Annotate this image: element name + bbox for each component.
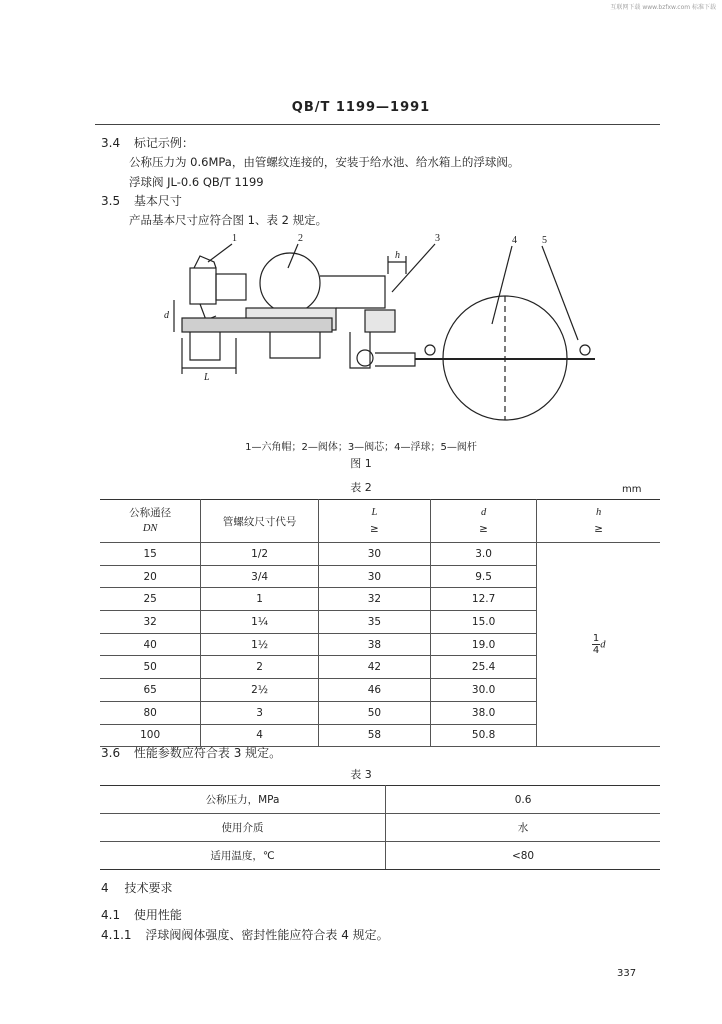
header-L-line1: L bbox=[371, 507, 378, 518]
section-3-5-heading bbox=[101, 194, 182, 208]
cell-d: 30.0 bbox=[430, 679, 536, 702]
header-dn-line2: DN bbox=[142, 523, 158, 534]
dim-L-label: L bbox=[204, 372, 210, 383]
table-row bbox=[100, 786, 660, 814]
section-title: 浮球阀阀体强度、密封性能应符合表 4 规定。 bbox=[145, 928, 389, 942]
cell-d: 15.0 bbox=[430, 611, 536, 634]
section-number: 3.4 bbox=[101, 136, 121, 150]
label-5: 5 bbox=[542, 235, 547, 246]
header-rule bbox=[95, 124, 660, 125]
cell-dn: 32 bbox=[100, 611, 201, 634]
cell-L: 58 bbox=[318, 724, 430, 747]
section-title: 技术要求 bbox=[124, 881, 173, 895]
valve-core bbox=[365, 310, 395, 332]
page-header: QB/T 1199—1991 bbox=[291, 100, 431, 115]
section-4-1-1-heading bbox=[101, 928, 389, 942]
section-3-5-text-1: 产品基本尺寸应符合图 1、表 2 规定。 bbox=[129, 213, 328, 227]
cell-value: <80 bbox=[386, 842, 660, 870]
table-3-title: 表 3 bbox=[350, 768, 372, 781]
body-neck bbox=[216, 274, 246, 300]
section-4-heading bbox=[101, 881, 172, 895]
page-number: 337 bbox=[617, 968, 637, 979]
figure-caption: 图 1 bbox=[350, 457, 372, 470]
label-3: 3 bbox=[435, 233, 440, 244]
h-fraction bbox=[592, 633, 600, 656]
cell-d: 38.0 bbox=[430, 701, 536, 724]
cell-thread: 4 bbox=[201, 724, 319, 747]
lever-rod-start bbox=[375, 353, 415, 366]
table-2-unit: mm bbox=[622, 484, 642, 495]
cell-d: 25.4 bbox=[430, 656, 536, 679]
cell-dn: 80 bbox=[100, 701, 201, 724]
cell-L: 32 bbox=[318, 588, 430, 611]
leader-5 bbox=[542, 246, 578, 340]
label-1: 1 bbox=[232, 233, 237, 244]
cell-L: 42 bbox=[318, 656, 430, 679]
cell-L: 46 bbox=[318, 679, 430, 702]
cell-thread: 2 bbox=[201, 656, 319, 679]
rod-clip-left bbox=[425, 345, 435, 355]
valve-arm bbox=[320, 276, 385, 308]
cell-thread: 1 bbox=[201, 588, 319, 611]
table-row bbox=[100, 842, 660, 870]
inlet-nut bbox=[190, 332, 220, 360]
cell-value: 0.6 bbox=[386, 786, 660, 814]
cell-thread: 1¼ bbox=[201, 611, 319, 634]
section-4-1-heading bbox=[101, 908, 182, 922]
cell-L: 30 bbox=[318, 565, 430, 588]
table-header-row bbox=[100, 500, 660, 543]
table-row bbox=[100, 814, 660, 842]
section-number: 4.1.1 bbox=[101, 928, 132, 942]
header-dn-line1: 公称通径 bbox=[129, 507, 172, 519]
section-number: 3.5 bbox=[101, 194, 121, 208]
header-h-line2: ≥ bbox=[594, 523, 604, 535]
section-3-4-heading bbox=[101, 136, 194, 150]
cell-d: 19.0 bbox=[430, 633, 536, 656]
cell-dn: 15 bbox=[100, 543, 201, 566]
section-title: 性能参数应符合表 3 规定。 bbox=[133, 746, 282, 760]
rod-clip-right bbox=[580, 345, 590, 355]
figure-legend: 1—六角帽；2—阀体；3—阀芯；4—浮球；5—阀杆 bbox=[245, 442, 477, 453]
cell-dn: 20 bbox=[100, 565, 201, 588]
valve-outlet bbox=[270, 330, 320, 358]
h-fraction-num: 1 bbox=[592, 633, 600, 645]
header-d-line1: d bbox=[480, 507, 487, 518]
header-h bbox=[537, 500, 660, 543]
header-d bbox=[430, 500, 536, 543]
h-fraction-var: d bbox=[600, 639, 606, 651]
section-number: 4.1 bbox=[101, 908, 121, 922]
cell-d: 50.8 bbox=[430, 724, 536, 747]
cell-dn: 25 bbox=[100, 588, 201, 611]
cell-value: 水 bbox=[386, 814, 660, 842]
leader-2 bbox=[288, 244, 298, 268]
header-L bbox=[318, 500, 430, 543]
cell-thread: 3 bbox=[201, 701, 319, 724]
table-2 bbox=[100, 499, 660, 747]
cell-dn: 40 bbox=[100, 633, 201, 656]
label-4: 4 bbox=[512, 235, 517, 246]
cell-d: 3.0 bbox=[430, 543, 536, 566]
section-number: 4 bbox=[101, 881, 109, 895]
table-row bbox=[100, 543, 660, 566]
cell-label: 公称压力，MPa bbox=[100, 786, 386, 814]
cell-dn: 100 bbox=[100, 724, 201, 747]
leader-4 bbox=[492, 246, 512, 324]
section-3-4-text-2: 浮球阀 JL-0.6 QB/T 1199 bbox=[129, 175, 264, 189]
section-title: 标记示例： bbox=[133, 136, 194, 150]
cell-thread: 2½ bbox=[201, 679, 319, 702]
cell-dn: 50 bbox=[100, 656, 201, 679]
header-d-line2: ≥ bbox=[479, 523, 488, 535]
section-number: 3.6 bbox=[101, 746, 121, 760]
cell-L: 50 bbox=[318, 701, 430, 724]
hex-cap-shape bbox=[190, 268, 216, 304]
section-3-6-heading bbox=[101, 746, 281, 760]
cell-thread: 1½ bbox=[201, 633, 319, 656]
cell-d: 9.5 bbox=[430, 565, 536, 588]
h-fraction-den: 4 bbox=[592, 645, 600, 657]
cell-L: 35 bbox=[318, 611, 430, 634]
header-h-line1: h bbox=[596, 507, 602, 518]
section-title: 基本尺寸 bbox=[133, 194, 182, 208]
inlet-pipe bbox=[182, 318, 332, 332]
header-dn bbox=[100, 500, 201, 543]
watermark: 互联网下载 www.bzfxw.com 标准下载 bbox=[610, 4, 716, 11]
leader-1 bbox=[208, 244, 232, 262]
cell-h-merged bbox=[537, 543, 660, 747]
section-title: 使用性能 bbox=[133, 908, 182, 922]
cell-dn: 65 bbox=[100, 679, 201, 702]
cell-L: 38 bbox=[318, 633, 430, 656]
section-3-4-text-1: 公称压力为 0.6MPa，由管螺纹连接的，安装于给水池、给水箱上的浮球阀。 bbox=[129, 155, 520, 169]
table-2-title: 表 2 bbox=[350, 481, 372, 494]
cell-thread: 3/4 bbox=[201, 565, 319, 588]
cell-d: 12.7 bbox=[430, 588, 536, 611]
header-thread: 管螺纹尺寸代号 bbox=[201, 500, 319, 543]
cell-label: 适用温度，℃ bbox=[100, 842, 386, 870]
dim-d-label: d bbox=[164, 310, 169, 321]
dim-h-label: h bbox=[395, 250, 400, 261]
cell-thread: 1/2 bbox=[201, 543, 319, 566]
header-L-line2: ≥ bbox=[369, 523, 379, 535]
cell-L: 30 bbox=[318, 543, 430, 566]
table-3 bbox=[100, 785, 660, 870]
figure-1-drawing bbox=[160, 228, 660, 428]
cell-label: 使用介质 bbox=[100, 814, 386, 842]
label-2: 2 bbox=[298, 233, 303, 244]
